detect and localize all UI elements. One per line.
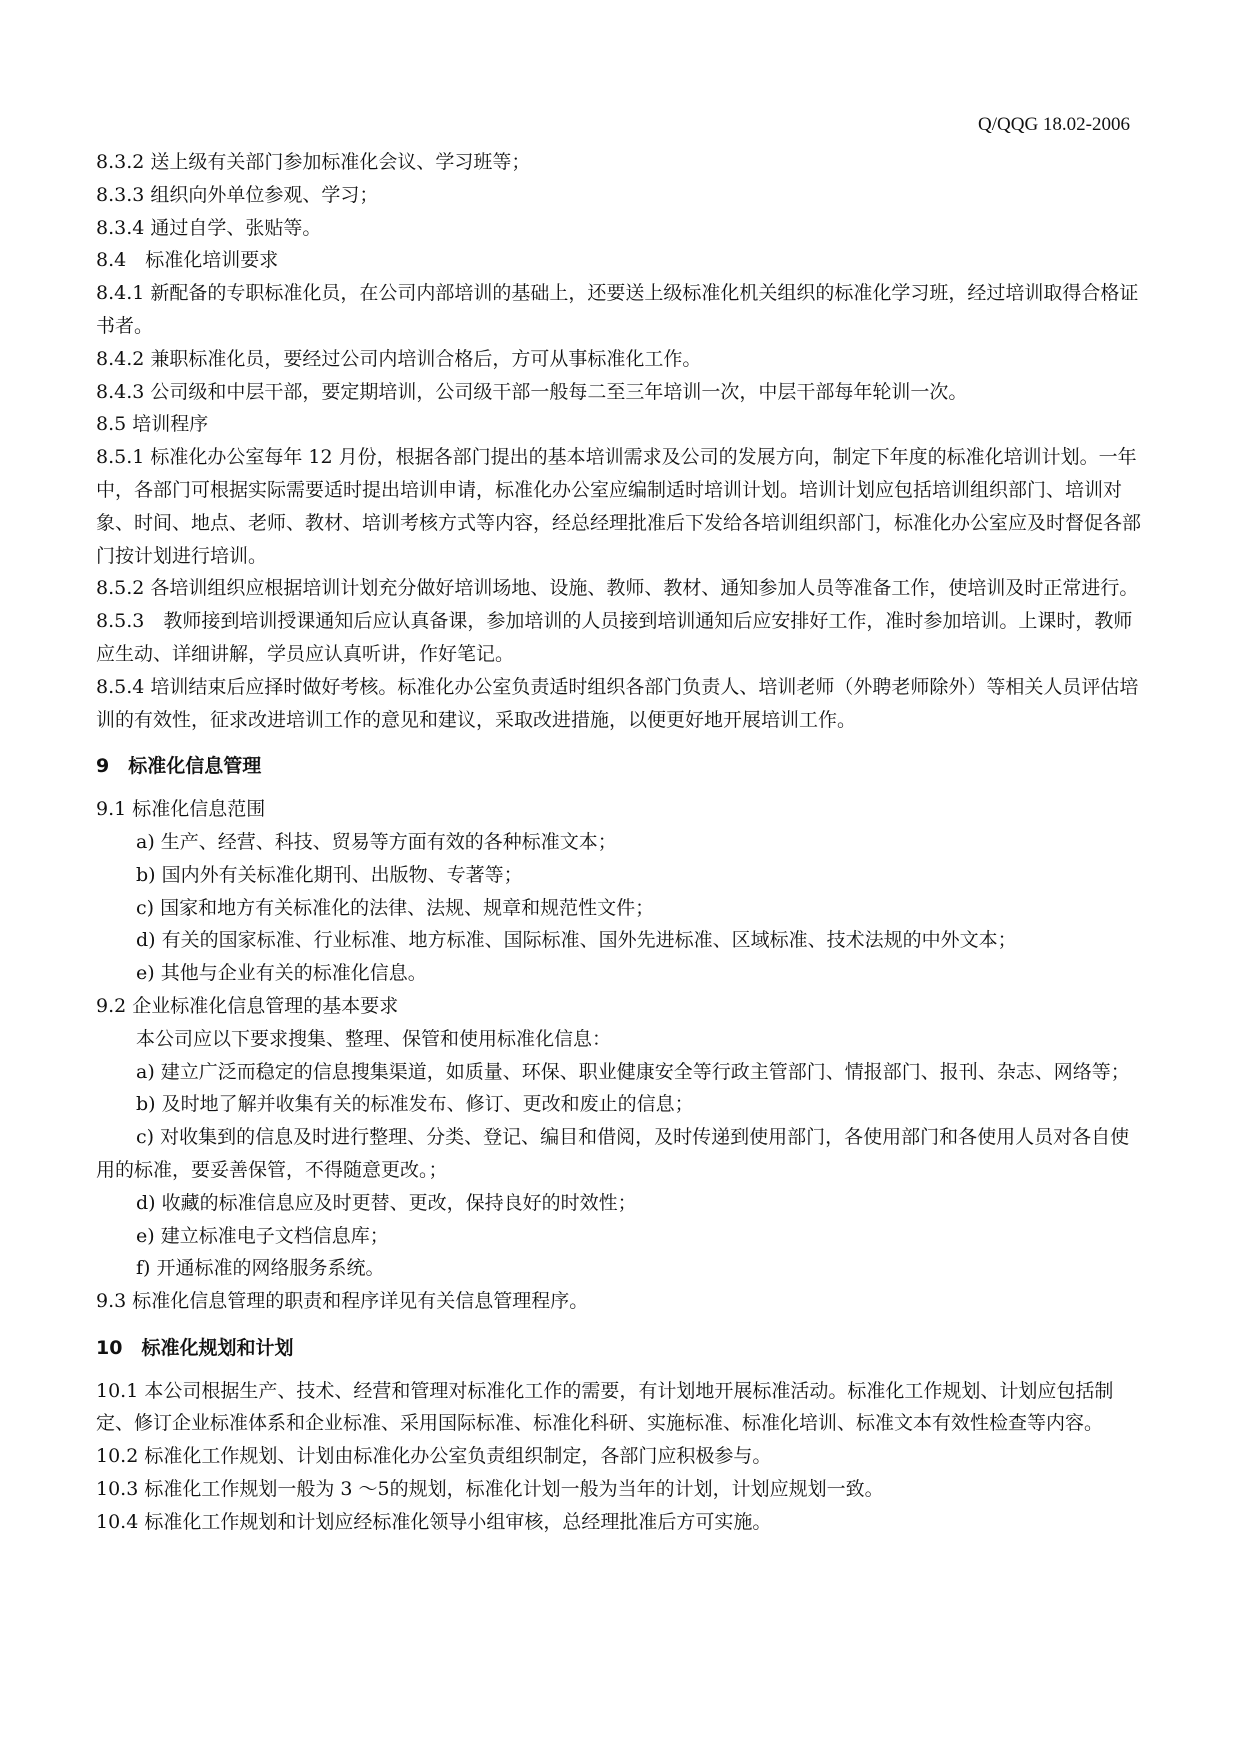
clause-10-1: 10.1 本公司根据生产、技术、经营和管理对标准化工作的需要，有计划地开展标准活动。标准化工作规划、计划应包括制定、修订企业标准体系和企业标准、采用国际标准、标准化科研、实施标准、标准化培训、标准文本有效性检查等内容。 <box>96 1379 1114 1435</box>
list-item: b) 及时地了解并收集有关的标准发布、修订、更改和废止的信息； <box>136 1093 694 1116</box>
clause-10-3: 10.3 标准化工作规划一般为 3 ～5的规划，标准化计划一般为当年的计划，计划应规划一致。 <box>96 1478 884 1501</box>
clause-8-3-3: 8.3.3 组织向外单位参观、学习； <box>96 183 379 206</box>
clause-10-2: 10.2 标准化工作规划、计划由标准化办公室负责组织制定，各部门应积极参与。 <box>96 1445 772 1468</box>
clause-8-5-4: 8.5.4 培训结束后应择时做好考核。标准化办公室负责适时组织各部门负责人、培训老师（外聘老师除外）等相关人员评估培训的有效性，征求改进培训工作的意见和建议，采取改进措施，以便更好地开展培训工作。 <box>96 675 1139 731</box>
clause-8-4: 8.4 标准化培训要求 <box>96 249 279 272</box>
list-item: d) 有关的国家标准、行业标准、地方标准、国际标准、国外先进标准、区域标准、技术法规的中外文本； <box>136 929 1017 952</box>
list-item: c) 对收集到的信息及时进行整理、分类、登记、编目和借阅，及时传递到使用部门，各使用部门和各使用人员对各自使用的标准，要妥善保管，不得随意更改。； <box>96 1126 1130 1181</box>
clause-8-5-2: 8.5.2 各培训组织应根据培训计划充分做好培训场地、设施、教师、教材、通知参加人员等准备工作，使培训及时正常进行。 <box>96 577 1139 600</box>
clause-8-5: 8.5 培训程序 <box>96 413 209 436</box>
clause-10-4: 10.4 标准化工作规划和计划应经标准化领导小组审核，总经理批准后方可实施。 <box>96 1510 772 1533</box>
clause-8-4-2: 8.4.2 兼职标准化员，要经过公司内培训合格后，方可从事标准化工作。 <box>96 347 702 370</box>
list-item: b) 国内外有关标准化期刊、出版物、专著等； <box>136 863 523 886</box>
document-body <box>96 146 1142 1539</box>
list-item: a) 生产、经营、科技、贸易等方面有效的各种标准文本； <box>136 830 617 853</box>
section-10-heading: 10 标准化规划和计划 <box>96 1336 294 1359</box>
list-item: a) 建立广泛而稳定的信息搜集渠道，如质量、环保、职业健康安全等行政主管部门、情报部门、报刊、杂志、网络等； <box>136 1060 1130 1083</box>
clause-8-5-3: 8.5.3 教师接到培训授课通知后应认真备课，参加培训的人员接到培训通知后应安排好工作，准时参加培训。上课时，教师应生动、详细讲解，学员应认真听讲，作好笔记。 <box>96 610 1133 665</box>
clause-9-1: 9.1 标准化信息范围 <box>96 798 266 821</box>
list-item: c) 国家和地方有关标准化的法律、法规、规章和规范性文件； <box>136 896 655 919</box>
clause-8-4-1: 8.4.1 新配备的专职标准化员，在公司内部培训的基础上，还要送上级标准化机关组织的标准化学习班，经过培训取得合格证书者。 <box>96 282 1139 337</box>
list-item: d) 收藏的标准信息应及时更替、更改，保持良好的时效性； <box>136 1191 637 1214</box>
list-item: f) 开通标准的网络服务系统。 <box>136 1257 385 1280</box>
clause-8-3-4: 8.3.4 通过自学、张贴等。 <box>96 216 322 239</box>
document-code: Q/QQG 18.02-2006 <box>978 114 1130 135</box>
section-9-heading: 9 标准化信息管理 <box>96 755 262 778</box>
clause-9-2-intro: 本公司应以下要求搜集、整理、保管和使用标准化信息： <box>136 1027 612 1050</box>
clause-9-2: 9.2 企业标准化信息管理的基本要求 <box>96 994 399 1017</box>
clause-9-3: 9.3 标准化信息管理的职责和程序详见有关信息管理程序。 <box>96 1290 589 1313</box>
clause-8-3-2: 8.3.2 送上级有关部门参加标准化会议、学习班等； <box>96 151 531 173</box>
clause-8-5-1: 8.5.1 标准化办公室每年 12 月份，根据各部门提出的基本培训需求及公司的发展方向，制定下年度的标准化培训计划。一年中，各部门可根据实际需要适时提出培训申请，标准化办公室应编制适时培训计划。培训计划应包括培训组织部门、培训对象、时间、地点、老师、教材、培训考核方式等内容，经总经理批准后下发给各培训组织部门，标准化办公室应及时督促各部门按计划进行培训。 <box>96 446 1142 567</box>
clause-8-4-3: 8.4.3 公司级和中层干部，要定期培训，公司级干部一般每二至三年培训一次，中层干部每年轮训一次。 <box>96 380 968 403</box>
list-item: e) 其他与企业有关的标准化信息。 <box>136 962 427 985</box>
list-item: e) 建立标准电子文档信息库； <box>136 1224 389 1247</box>
